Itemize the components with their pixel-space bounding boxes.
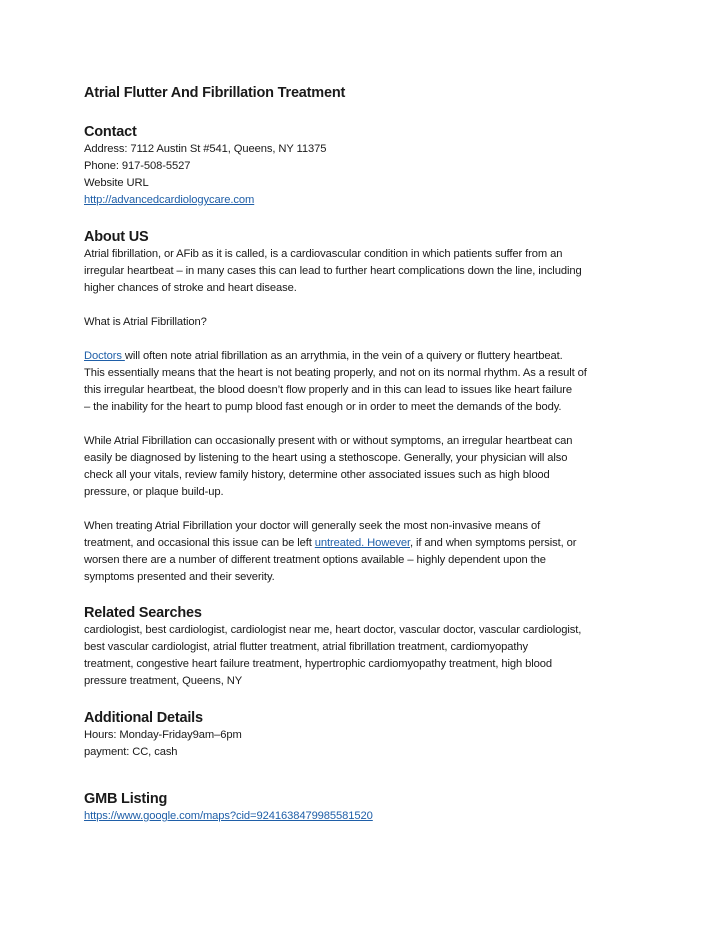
about-p3-line: check all your vitals, review family history, determine other associated issues such as high blood [84, 469, 550, 481]
doctors-link[interactable]: Doctors [84, 350, 125, 362]
page-title: Atrial Flutter And Fibrillation Treatment [84, 85, 346, 101]
related-line: treatment, congestive heart failure treatment, hypertrophic cardiomyopathy treatment, high blood [84, 658, 552, 670]
about-p1-line: irregular heartbeat – in many cases this can lead to further heart complications down the line, including [84, 265, 582, 277]
related-line: best vascular cardiologist, atrial flutter treatment, atrial fibrillation treatment, cardiomyopathy [84, 641, 529, 653]
about-heading: About US [84, 229, 149, 245]
address-text: Address: 7112 Austin St #541, Queens, NY 11375 [84, 143, 327, 155]
gmb-link[interactable]: https://www.google.com/maps?cid=9241638479985581520 [84, 810, 373, 822]
hours-text: Hours: Monday-Friday9am–6pm [84, 729, 242, 741]
about-p4-line: symptoms presented and their severity. [84, 571, 275, 583]
about-paragraph-2 [84, 348, 644, 416]
phone-text: Phone: 917-508-5527 [84, 160, 191, 172]
about-p4-line: When treating Atrial Fibrillation your doctor will generally seek the most non-invasive means of [84, 520, 541, 532]
about-p2-line: This essentially means that the heart is not beating properly, and not on its normal rhythm. As a result of [84, 367, 587, 379]
related-line: cardiologist, best cardiologist, cardiologist near me, heart doctor, vascular doctor, vascular cardiologist, [84, 624, 582, 636]
related-searches-text [84, 622, 644, 690]
about-p3-line: While Atrial Fibrillation can occasionally present with or without symptoms, an irregular heartbeat can [84, 435, 573, 447]
contact-heading: Contact [84, 124, 137, 140]
about-paragraph-1 [84, 246, 644, 297]
payment-text: payment: CC, cash [84, 746, 178, 758]
website-label: Website URL [84, 177, 149, 189]
about-p2-first-text: will often note atrial fibrillation as an arrythmia, in the vein of a quivery or fluttery heartbeat. [124, 350, 563, 362]
about-p4-line: worsen there are a number of different treatment options available – highly dependent upon the [84, 554, 546, 566]
gmb-listing-heading: GMB Listing [84, 791, 168, 807]
about-p2-line [84, 348, 644, 365]
additional-details-heading: Additional Details [84, 710, 203, 726]
related-searches-heading: Related Searches [84, 605, 202, 621]
about-p1-line: Atrial fibrillation, or AFib as it is called, is a cardiovascular condition in which patients suffer from an [84, 248, 563, 260]
untreated-link[interactable]: untreated. However [314, 537, 411, 549]
about-paragraph-3 [84, 433, 644, 501]
about-p4-pre-text: treatment, and occasional this issue can be left [84, 537, 315, 549]
document-page [84, 84, 644, 825]
related-line: pressure treatment, Queens, NY [84, 675, 243, 687]
about-paragraph-4 [84, 518, 644, 586]
about-p2-line: – the inability for the heart to pump blood fast enough or in order to meet the demands of the body. [84, 401, 562, 413]
about-p1-line: higher chances of stroke and heart disease. [84, 282, 297, 294]
question-text: What is Atrial Fibrillation? [84, 316, 207, 328]
about-p3-line: easily be diagnosed by listening to the heart using a stethoscope. Generally, your physician will also [84, 452, 568, 464]
about-p4-post-text: , if and when symptoms persist, or [410, 537, 577, 549]
about-p2-line: this irregular heartbeat, the blood doesn’t flow properly and in this can lead to issues like heart failure [84, 384, 573, 396]
website-link[interactable]: http://advancedcardiologycare.com [84, 194, 255, 206]
about-p3-line: pressure, or plaque build-up. [84, 486, 224, 498]
about-p4-line [84, 535, 644, 552]
